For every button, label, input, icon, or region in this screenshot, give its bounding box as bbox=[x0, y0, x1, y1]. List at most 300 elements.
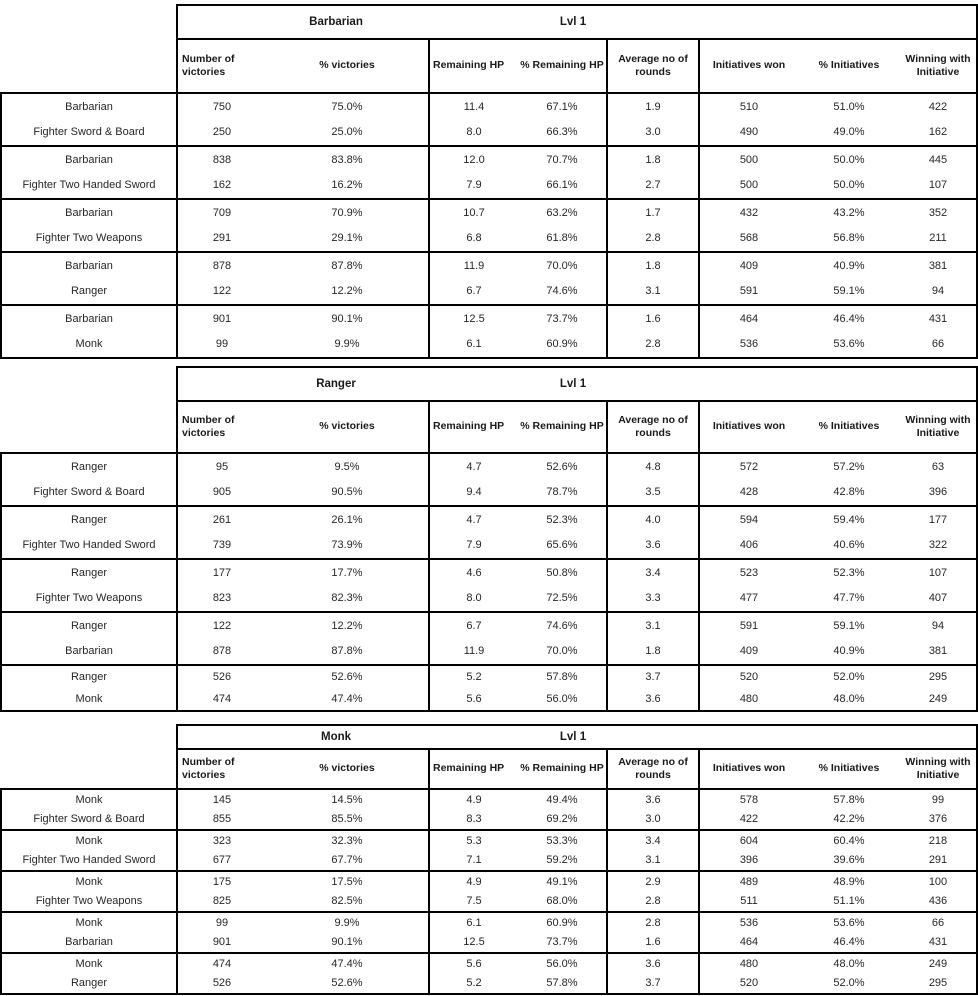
pct-initiatives-value: 50.0% bbox=[833, 153, 865, 166]
pct-victories-value: 90.5% bbox=[266, 480, 430, 506]
avg-rounds-value: 1.6 bbox=[608, 306, 700, 332]
pct-remaining-hp-value: 73.7% bbox=[518, 306, 608, 332]
column-header-row bbox=[176, 748, 978, 788]
pct-victories-value: 90.1% bbox=[266, 306, 430, 332]
winning-with-initiative-value: 107 bbox=[928, 179, 948, 192]
pct-victories-value: 14.5% bbox=[266, 790, 430, 810]
pct-remaining-hp-value: 60.9% bbox=[518, 332, 608, 358]
avg-rounds-value: 2.8 bbox=[608, 332, 700, 358]
pct-remaining-hp-value: 69.2% bbox=[518, 810, 608, 830]
winning-with-initiative-value: 436 bbox=[928, 895, 948, 908]
avg-rounds-value: 1.9 bbox=[608, 94, 700, 120]
winning-with-initiative-value: 422 bbox=[928, 100, 948, 113]
pct-remaining-hp-value: 67.1% bbox=[518, 94, 608, 120]
pct-victories-value: 73.9% bbox=[266, 533, 430, 559]
victories-value: 99 bbox=[215, 916, 229, 929]
victories-value: 474 bbox=[212, 957, 232, 970]
table-row bbox=[2, 790, 976, 810]
table-row bbox=[2, 872, 976, 892]
table-row bbox=[2, 810, 976, 830]
initiatives-won-value: 428 bbox=[739, 486, 759, 499]
initiatives-won-value: 604 bbox=[739, 834, 759, 847]
remaining-hp-value: 11.9 bbox=[463, 645, 485, 658]
column-header-row bbox=[176, 38, 978, 92]
pct-initiatives-value: 51.0% bbox=[833, 100, 865, 113]
pct-remaining-hp-value: 57.8% bbox=[518, 974, 608, 994]
col-header-average-rounds: Average no of rounds bbox=[608, 40, 700, 92]
remaining-hp-value: 11.4 bbox=[463, 100, 485, 113]
pct-victories-value: 47.4% bbox=[266, 688, 430, 710]
avg-rounds-value: 1.8 bbox=[608, 253, 700, 279]
initiatives-won-value: 409 bbox=[739, 259, 759, 272]
victories-value: 99 bbox=[215, 338, 229, 351]
column-header-row bbox=[176, 400, 978, 452]
table-row bbox=[2, 306, 976, 332]
winning-with-initiative-value: 63 bbox=[931, 460, 945, 473]
initiatives-won-value: 464 bbox=[739, 936, 759, 949]
combatant-label: Fighter Two Handed Sword bbox=[2, 173, 178, 199]
winning-with-initiative-value: 431 bbox=[928, 936, 948, 949]
victories-value: 526 bbox=[212, 977, 232, 990]
initiatives-won-value: 594 bbox=[739, 513, 759, 526]
remaining-hp-value: 12.0 bbox=[463, 153, 485, 166]
avg-rounds-value: 2.7 bbox=[608, 173, 700, 199]
victories-value: 905 bbox=[212, 486, 232, 499]
avg-rounds-value: 2.8 bbox=[608, 892, 700, 912]
table-row bbox=[2, 831, 976, 851]
pct-remaining-hp-value: 74.6% bbox=[518, 613, 608, 639]
table-row bbox=[2, 507, 976, 533]
winning-with-initiative-value: 445 bbox=[928, 153, 948, 166]
avg-rounds-value: 2.8 bbox=[608, 226, 700, 252]
pct-initiatives-value: 59.4% bbox=[833, 513, 865, 526]
col-header-pct-victories: % victories bbox=[266, 750, 430, 788]
pct-initiatives-value: 40.9% bbox=[833, 645, 865, 658]
combatant-label: Ranger bbox=[2, 613, 178, 639]
avg-rounds-value: 3.6 bbox=[608, 954, 700, 974]
avg-rounds-value: 2.9 bbox=[608, 872, 700, 892]
table-row bbox=[2, 851, 976, 871]
pct-victories-value: 67.7% bbox=[266, 851, 430, 871]
pct-victories-value: 17.5% bbox=[266, 872, 430, 892]
pct-remaining-hp-value: 70.7% bbox=[518, 147, 608, 173]
pct-initiatives-value: 48.9% bbox=[833, 875, 865, 888]
matchup-group bbox=[2, 505, 976, 558]
winning-with-initiative-value: 177 bbox=[928, 513, 948, 526]
avg-rounds-value: 3.7 bbox=[608, 666, 700, 688]
pct-remaining-hp-value: 61.8% bbox=[518, 226, 608, 252]
combatant-label: Barbarian bbox=[2, 933, 178, 953]
remaining-hp-value: 6.1 bbox=[466, 916, 482, 929]
col-header-pct-victories: % victories bbox=[266, 402, 430, 452]
pct-remaining-hp-value: 49.1% bbox=[518, 872, 608, 892]
winning-with-initiative-value: 66 bbox=[931, 338, 945, 351]
combatant-label: Barbarian bbox=[2, 253, 178, 279]
winning-with-initiative-value: 66 bbox=[931, 916, 945, 929]
avg-rounds-value: 3.6 bbox=[608, 688, 700, 710]
table-title-row bbox=[176, 366, 978, 400]
combatant-label: Monk bbox=[2, 332, 178, 358]
matchup-group bbox=[2, 911, 976, 952]
initiatives-won-value: 520 bbox=[739, 671, 759, 683]
col-header-pct-victories: % victories bbox=[266, 40, 430, 92]
pct-remaining-hp-value: 70.0% bbox=[518, 639, 608, 665]
pct-remaining-hp-value: 59.2% bbox=[518, 851, 608, 871]
pct-victories-value: 32.3% bbox=[266, 831, 430, 851]
combatant-label: Monk bbox=[2, 872, 178, 892]
avg-rounds-value: 1.7 bbox=[608, 200, 700, 226]
combatant-label: Fighter Sword & Board bbox=[2, 480, 178, 506]
table-row bbox=[2, 480, 976, 506]
combatant-label: Ranger bbox=[2, 454, 178, 480]
combatant-label: Monk bbox=[2, 954, 178, 974]
victories-value: 750 bbox=[212, 100, 232, 113]
avg-rounds-value: 4.8 bbox=[608, 454, 700, 480]
pct-initiatives-value: 40.6% bbox=[833, 539, 865, 552]
initiatives-won-value: 409 bbox=[739, 645, 759, 658]
avg-rounds-value: 3.0 bbox=[608, 810, 700, 830]
table-level-label: Lvl 1 bbox=[559, 378, 587, 390]
table-row bbox=[2, 666, 976, 688]
victories-value: 901 bbox=[212, 936, 232, 949]
pct-initiatives-value: 50.0% bbox=[833, 179, 865, 192]
remaining-hp-value: 6.7 bbox=[466, 619, 482, 632]
winning-with-initiative-value: 94 bbox=[931, 285, 945, 298]
pct-victories-value: 83.8% bbox=[266, 147, 430, 173]
initiatives-won-value: 591 bbox=[739, 619, 759, 632]
remaining-hp-value: 7.5 bbox=[466, 895, 482, 908]
pct-remaining-hp-value: 68.0% bbox=[518, 892, 608, 912]
combatant-label: Barbarian bbox=[2, 94, 178, 120]
winning-with-initiative-value: 295 bbox=[928, 671, 948, 683]
initiatives-won-value: 480 bbox=[739, 957, 759, 970]
pct-victories-value: 29.1% bbox=[266, 226, 430, 252]
winning-with-initiative-value: 291 bbox=[928, 854, 948, 867]
victories-value: 878 bbox=[212, 259, 232, 272]
initiatives-won-value: 489 bbox=[739, 875, 759, 888]
col-header-pct-remaining-hp: % Remaining HP bbox=[518, 402, 608, 452]
initiatives-won-value: 406 bbox=[739, 539, 759, 552]
combatant-label: Fighter Two Handed Sword bbox=[2, 533, 178, 559]
table-row bbox=[2, 933, 976, 953]
initiatives-won-value: 422 bbox=[739, 813, 759, 826]
combatant-label: Barbarian bbox=[2, 306, 178, 332]
col-header-pct-initiatives: % Initiatives bbox=[818, 59, 880, 72]
victories-value: 901 bbox=[212, 312, 232, 325]
initiatives-won-value: 490 bbox=[739, 126, 759, 139]
pct-victories-value: 17.7% bbox=[266, 560, 430, 586]
table-row bbox=[2, 560, 976, 586]
victories-value: 177 bbox=[212, 566, 232, 579]
initiatives-won-value: 591 bbox=[739, 285, 759, 298]
pct-victories-value: 82.3% bbox=[266, 586, 430, 612]
victories-value: 526 bbox=[212, 671, 232, 683]
initiatives-won-value: 536 bbox=[739, 338, 759, 351]
victories-value: 261 bbox=[212, 513, 232, 526]
remaining-hp-value: 4.9 bbox=[466, 793, 482, 806]
table-body bbox=[0, 92, 978, 359]
victories-value: 878 bbox=[212, 645, 232, 658]
pct-initiatives-value: 51.1% bbox=[833, 895, 865, 908]
remaining-hp-value: 8.0 bbox=[466, 126, 482, 139]
winning-with-initiative-value: 162 bbox=[928, 126, 948, 139]
col-header-winning-with-initiative: Winning with Initiative bbox=[905, 413, 971, 439]
col-header-number-of-victories: Number of victories bbox=[182, 755, 235, 781]
col-header-number-of-victories: Number of victories bbox=[182, 52, 235, 78]
table-row bbox=[2, 279, 976, 305]
results-table-ranger bbox=[0, 366, 978, 712]
table-level-label: Lvl 1 bbox=[559, 16, 587, 28]
combatant-label: Fighter Two Weapons bbox=[2, 892, 178, 912]
winning-with-initiative-value: 295 bbox=[928, 977, 948, 990]
avg-rounds-value: 3.1 bbox=[608, 613, 700, 639]
pct-initiatives-value: 59.1% bbox=[833, 619, 865, 632]
matchup-group bbox=[2, 92, 976, 145]
remaining-hp-value: 6.7 bbox=[466, 285, 482, 298]
pct-remaining-hp-value: 70.0% bbox=[518, 253, 608, 279]
table-row bbox=[2, 613, 976, 639]
winning-with-initiative-value: 431 bbox=[928, 312, 948, 325]
table-row bbox=[2, 332, 976, 358]
col-header-pct-remaining-hp: % Remaining HP bbox=[518, 750, 608, 788]
remaining-hp-value: 4.6 bbox=[466, 566, 482, 579]
pct-remaining-hp-value: 65.6% bbox=[518, 533, 608, 559]
winning-with-initiative-value: 407 bbox=[928, 592, 948, 605]
matchup-group bbox=[2, 304, 976, 357]
pct-victories-value: 16.2% bbox=[266, 173, 430, 199]
winning-with-initiative-value: 381 bbox=[928, 259, 948, 272]
victories-value: 291 bbox=[212, 232, 232, 245]
avg-rounds-value: 3.5 bbox=[608, 480, 700, 506]
col-header-pct-remaining-hp: % Remaining HP bbox=[518, 40, 608, 92]
pct-remaining-hp-value: 49.4% bbox=[518, 790, 608, 810]
matchup-group bbox=[2, 558, 976, 611]
pct-remaining-hp-value: 78.7% bbox=[518, 480, 608, 506]
victories-value: 739 bbox=[212, 539, 232, 552]
remaining-hp-value: 12.5 bbox=[463, 936, 485, 949]
pct-remaining-hp-value: 74.6% bbox=[518, 279, 608, 305]
victories-value: 323 bbox=[212, 834, 232, 847]
remaining-hp-value: 7.9 bbox=[466, 539, 482, 552]
initiatives-won-value: 523 bbox=[739, 566, 759, 579]
pct-victories-value: 52.6% bbox=[266, 974, 430, 994]
winning-with-initiative-value: 99 bbox=[931, 793, 945, 806]
combatant-label: Barbarian bbox=[2, 200, 178, 226]
pct-initiatives-value: 52.0% bbox=[833, 671, 865, 683]
pct-initiatives-value: 56.8% bbox=[833, 232, 865, 245]
table-level-label: Lvl 1 bbox=[559, 731, 587, 743]
table-row bbox=[2, 954, 976, 974]
winning-with-initiative-value: 100 bbox=[928, 875, 948, 888]
avg-rounds-value: 3.1 bbox=[608, 851, 700, 871]
table-body bbox=[0, 452, 978, 712]
pct-remaining-hp-value: 73.7% bbox=[518, 933, 608, 953]
pct-initiatives-value: 42.2% bbox=[833, 813, 865, 826]
col-header-average-rounds: Average no of rounds bbox=[608, 750, 700, 788]
pct-initiatives-value: 47.7% bbox=[833, 592, 865, 605]
avg-rounds-value: 3.6 bbox=[608, 533, 700, 559]
remaining-hp-value: 6.8 bbox=[466, 232, 482, 245]
pct-remaining-hp-value: 52.3% bbox=[518, 507, 608, 533]
pct-initiatives-value: 48.0% bbox=[833, 957, 865, 970]
table-row bbox=[2, 120, 976, 146]
matchup-group bbox=[2, 145, 976, 198]
initiatives-won-value: 500 bbox=[739, 179, 759, 192]
initiatives-won-value: 536 bbox=[739, 916, 759, 929]
table-row bbox=[2, 586, 976, 612]
victories-value: 95 bbox=[215, 460, 229, 473]
pct-initiatives-value: 52.0% bbox=[833, 977, 865, 990]
col-header-pct-initiatives: % Initiatives bbox=[818, 762, 880, 775]
combatant-label: Monk bbox=[2, 831, 178, 851]
pct-victories-value: 85.5% bbox=[266, 810, 430, 830]
pct-initiatives-value: 43.2% bbox=[833, 206, 865, 219]
avg-rounds-value: 3.1 bbox=[608, 279, 700, 305]
remaining-hp-value: 9.4 bbox=[466, 486, 482, 499]
remaining-hp-value: 7.9 bbox=[466, 179, 482, 192]
winning-with-initiative-value: 322 bbox=[928, 539, 948, 552]
combatant-label: Ranger bbox=[2, 507, 178, 533]
table-class-title: Monk bbox=[320, 731, 352, 743]
victories-value: 122 bbox=[212, 619, 232, 632]
victories-value: 250 bbox=[212, 126, 232, 139]
remaining-hp-value: 5.6 bbox=[466, 693, 482, 705]
avg-rounds-value: 3.0 bbox=[608, 120, 700, 146]
victories-value: 838 bbox=[212, 153, 232, 166]
victories-value: 823 bbox=[212, 592, 232, 605]
avg-rounds-value: 3.4 bbox=[608, 831, 700, 851]
remaining-hp-value: 7.1 bbox=[466, 854, 482, 867]
winning-with-initiative-value: 218 bbox=[928, 834, 948, 847]
col-header-average-rounds: Average no of rounds bbox=[608, 402, 700, 452]
matchup-group bbox=[2, 952, 976, 993]
col-header-pct-initiatives: % Initiatives bbox=[818, 420, 880, 433]
pct-victories-value: 90.1% bbox=[266, 933, 430, 953]
table-row bbox=[2, 639, 976, 665]
remaining-hp-value: 4.7 bbox=[466, 513, 482, 526]
pct-victories-value: 87.8% bbox=[266, 639, 430, 665]
pct-initiatives-value: 57.2% bbox=[833, 460, 865, 473]
col-header-initiatives-won: Initiatives won bbox=[712, 762, 786, 775]
winning-with-initiative-value: 396 bbox=[928, 486, 948, 499]
victories-value: 474 bbox=[212, 693, 232, 705]
pct-victories-value: 70.9% bbox=[266, 200, 430, 226]
pct-remaining-hp-value: 72.5% bbox=[518, 586, 608, 612]
combatant-label: Fighter Two Weapons bbox=[2, 586, 178, 612]
table-row bbox=[2, 253, 976, 279]
col-header-remaining-hp: Remaining HP bbox=[433, 420, 505, 433]
table-row bbox=[2, 533, 976, 559]
initiatives-won-value: 432 bbox=[739, 206, 759, 219]
avg-rounds-value: 3.3 bbox=[608, 586, 700, 612]
col-header-number-of-victories: Number of victories bbox=[182, 413, 235, 439]
pct-initiatives-value: 59.1% bbox=[833, 285, 865, 298]
remaining-hp-value: 5.3 bbox=[466, 834, 482, 847]
combatant-label: Monk bbox=[2, 688, 178, 710]
pct-remaining-hp-value: 52.6% bbox=[518, 454, 608, 480]
col-header-initiatives-won: Initiatives won bbox=[712, 420, 786, 433]
pct-initiatives-value: 49.0% bbox=[833, 126, 865, 139]
avg-rounds-value: 4.0 bbox=[608, 507, 700, 533]
remaining-hp-value: 6.1 bbox=[466, 338, 482, 351]
avg-rounds-value: 1.6 bbox=[608, 933, 700, 953]
table-row bbox=[2, 173, 976, 199]
winning-with-initiative-value: 381 bbox=[928, 645, 948, 658]
pct-remaining-hp-value: 60.9% bbox=[518, 913, 608, 933]
table-row bbox=[2, 147, 976, 173]
pct-victories-value: 75.0% bbox=[266, 94, 430, 120]
combatant-label: Ranger bbox=[2, 974, 178, 994]
pct-victories-value: 25.0% bbox=[266, 120, 430, 146]
remaining-hp-value: 4.9 bbox=[466, 875, 482, 888]
remaining-hp-value: 5.2 bbox=[466, 977, 482, 990]
initiatives-won-value: 510 bbox=[739, 100, 759, 113]
pct-victories-value: 9.9% bbox=[266, 332, 430, 358]
pct-initiatives-value: 40.9% bbox=[833, 259, 865, 272]
pct-victories-value: 52.6% bbox=[266, 666, 430, 688]
pct-remaining-hp-value: 56.0% bbox=[518, 688, 608, 710]
table-row bbox=[2, 200, 976, 226]
avg-rounds-value: 3.7 bbox=[608, 974, 700, 994]
remaining-hp-value: 10.7 bbox=[463, 206, 485, 219]
pct-victories-value: 9.5% bbox=[266, 454, 430, 480]
matchup-group bbox=[2, 611, 976, 664]
victories-value: 145 bbox=[212, 793, 232, 806]
initiatives-won-value: 568 bbox=[739, 232, 759, 245]
initiatives-won-value: 511 bbox=[740, 895, 758, 908]
combatant-label: Fighter Two Weapons bbox=[2, 226, 178, 252]
matchup-group bbox=[2, 829, 976, 870]
col-header-initiatives-won: Initiatives won bbox=[712, 59, 786, 72]
table-class-title: Barbarian bbox=[309, 16, 363, 28]
victories-value: 175 bbox=[212, 875, 232, 888]
pct-remaining-hp-value: 66.1% bbox=[518, 173, 608, 199]
pct-remaining-hp-value: 56.0% bbox=[518, 954, 608, 974]
col-header-remaining-hp: Remaining HP bbox=[433, 762, 505, 775]
victories-value: 122 bbox=[212, 285, 232, 298]
table-row bbox=[2, 94, 976, 120]
avg-rounds-value: 1.8 bbox=[608, 639, 700, 665]
avg-rounds-value: 2.8 bbox=[608, 913, 700, 933]
pct-initiatives-value: 46.4% bbox=[833, 312, 865, 325]
pct-remaining-hp-value: 50.8% bbox=[518, 560, 608, 586]
results-table-barbarian bbox=[0, 4, 978, 359]
combatant-label: Fighter Sword & Board bbox=[2, 120, 178, 146]
pct-initiatives-value: 53.6% bbox=[833, 916, 865, 929]
combatant-label: Barbarian bbox=[2, 147, 178, 173]
pct-initiatives-value: 60.4% bbox=[833, 834, 865, 847]
pct-victories-value: 26.1% bbox=[266, 507, 430, 533]
pct-victories-value: 12.2% bbox=[266, 613, 430, 639]
matchup-group bbox=[2, 198, 976, 251]
table-row bbox=[2, 913, 976, 933]
pct-remaining-hp-value: 63.2% bbox=[518, 200, 608, 226]
winning-with-initiative-value: 249 bbox=[928, 693, 948, 705]
avg-rounds-value: 3.4 bbox=[608, 560, 700, 586]
initiatives-won-value: 396 bbox=[739, 854, 759, 867]
winning-with-initiative-value: 107 bbox=[928, 566, 948, 579]
table-row bbox=[2, 974, 976, 994]
table-title-row bbox=[176, 724, 978, 748]
matchup-group bbox=[2, 251, 976, 304]
combatant-label: Ranger bbox=[2, 279, 178, 305]
results-table-monk bbox=[0, 724, 978, 995]
victories-value: 855 bbox=[212, 813, 232, 826]
pct-initiatives-value: 57.8% bbox=[833, 793, 865, 806]
pct-initiatives-value: 48.0% bbox=[833, 693, 865, 705]
remaining-hp-value: 12.5 bbox=[463, 312, 485, 325]
matchup-group bbox=[2, 452, 976, 505]
